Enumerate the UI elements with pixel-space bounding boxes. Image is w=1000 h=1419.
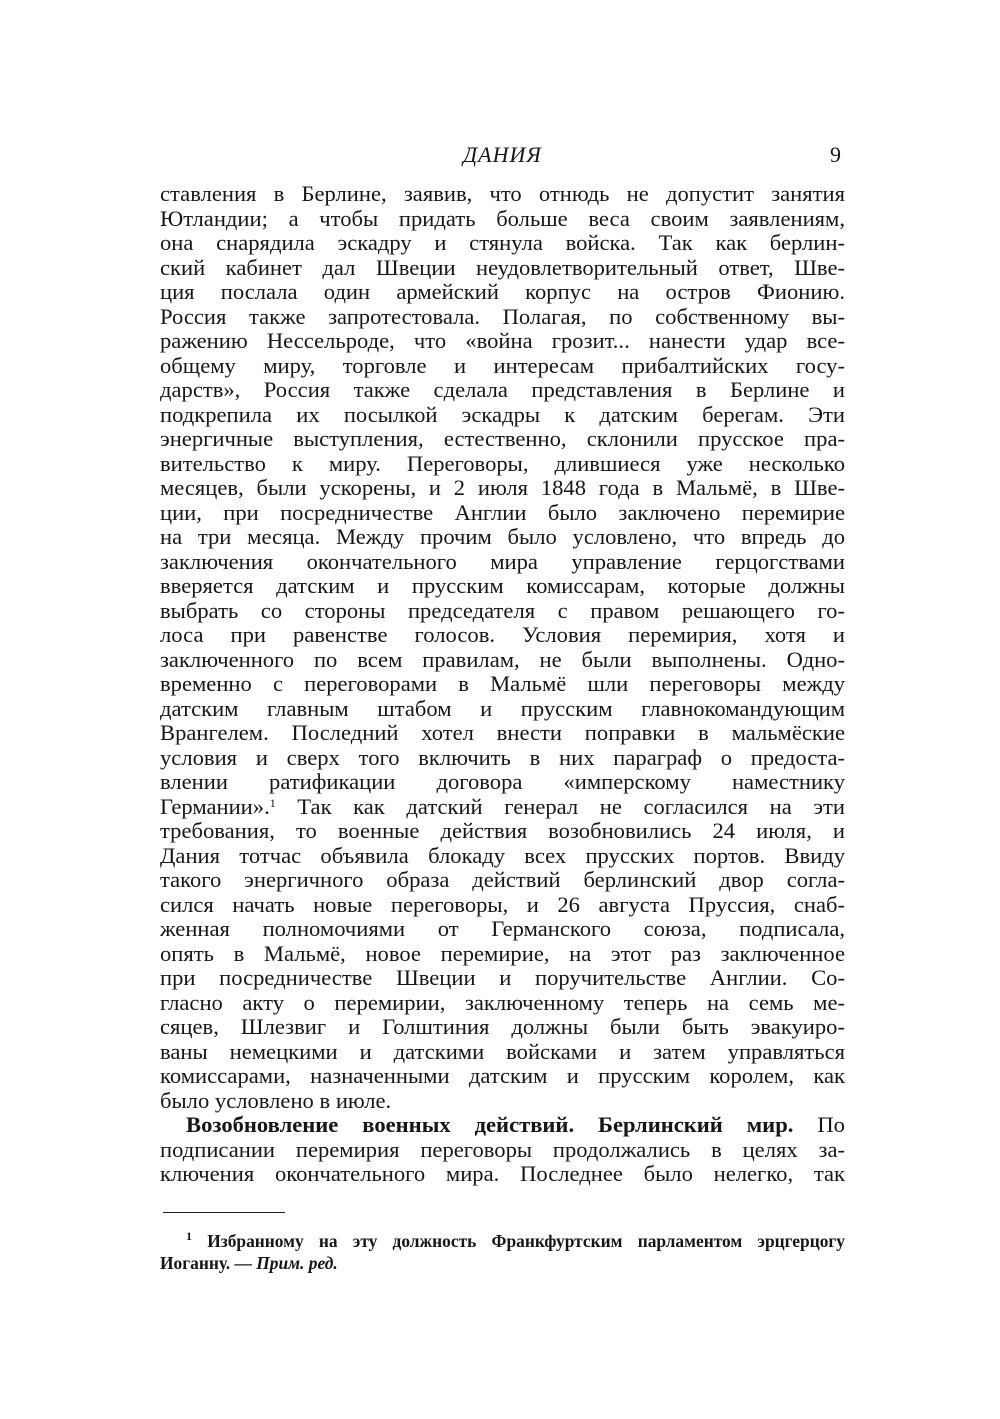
text-line: такого энергичного образа действий берлинский двор согла- [160, 867, 845, 892]
text-line: гласно акту о перемирии, заключенному теперь на семь ме- [160, 989, 845, 1015]
text-line: датским главным штабом и прусским главнокомандующим [160, 695, 845, 721]
line-text: Так как датский генерал не согласился на эти [275, 793, 845, 819]
text-line: женная полномочиями от Германского союза, подписала, [160, 916, 845, 941]
text-line: Россия также запротестовала. Полагая, по собственному вы- [160, 303, 845, 329]
footnote-reference: 1 [269, 795, 276, 810]
footnote [160, 1230, 845, 1274]
text-line: дарств», Россия также сделала представления в Берлине и [160, 377, 845, 402]
editor-note: Прим. ред. [256, 1253, 338, 1273]
running-title: ДАНИЯ [463, 142, 542, 167]
text-line: опять в Мальмё, новое перемирие, на этот раз заключенное [160, 940, 845, 966]
text-line: энергичные выступления, естественно, склонили прусское пра- [160, 426, 845, 451]
text-line: влении ратификации договора «имперскому наместнику [160, 769, 845, 794]
text-line: лоса при равенстве голосов. Условия перемирия, хотя и [160, 622, 845, 647]
footnote-text: Избранному на эту должность Франкфуртским парламентом эрцгерцогу [192, 1231, 845, 1251]
text-line: ражению Нессельроде, что «война грозит... нанести удар все- [160, 328, 845, 353]
body-text [160, 182, 845, 1187]
text-line: сяцев, Шлезвиг и Голштиния должны были быть эвакуиро- [160, 1014, 845, 1039]
text-line: месяцев, были ускорены, и 2 июля 1848 года в Мальмё, в Шве- [160, 475, 845, 500]
text-line: ский кабинет дал Швеции неудовлетворительный ответ, Шве- [160, 254, 845, 280]
page-number: 9 [830, 142, 841, 167]
text-line: вверяется датским и прусским комиссарам, которые должны [160, 573, 845, 598]
text-line: ция послала один армейский корпус на остров Фионию. [160, 279, 845, 304]
text-line: подписании перемирия переговоры продолжались в целях за- [160, 1136, 845, 1162]
footnote-line [160, 1252, 845, 1274]
text-line: ключения окончательного мира. Последнее было нелегко, так [160, 1161, 845, 1186]
text-line: заключенного по всем правилам, не были выполнены. Одно- [160, 646, 845, 672]
text-line: ставления в Берлине, заявив, что отнюдь не допустит занятия [160, 181, 845, 206]
line-text: Германии». [160, 793, 270, 819]
paragraph-last-line: было условлено в июле. [160, 1087, 392, 1113]
text-line: условия и сверх того включить в них параграф о предоста- [160, 744, 845, 770]
footnote-divider [163, 1212, 285, 1213]
text-line: выбрать со стороны председателя с правом решающего го- [160, 597, 845, 623]
text-line: подкрепила их посылкой эскадры к датским берегам. Эти [160, 401, 845, 427]
text-line: вительство к миру. Переговоры, длившиеся уже несколько [160, 450, 845, 476]
text-line: Дания тотчас объявила блокаду всех прусских портов. Ввиду [160, 842, 845, 868]
text-line: Ютландии; а чтобы придать больше веса своим заявлениям, [160, 205, 845, 231]
footnote-text: Иоганну. — [160, 1253, 257, 1273]
text-line: комиссарами, назначенными датским и прусским королем, как [160, 1063, 845, 1088]
text-line: при посредничестве Швеции и поручительстве Англии. Со- [160, 965, 845, 990]
footnote-marker: 1 [186, 1229, 192, 1243]
text-line: заключения окончательного мира управление герцогствами [160, 548, 845, 574]
text-line-with-footnote-ref [160, 795, 845, 820]
text-line: временно с переговорами в Мальмё шли переговоры между [160, 671, 845, 696]
running-head [160, 140, 845, 176]
text-line: на три месяца. Между прочим было условлено, что впредь до [160, 524, 845, 549]
text-line: требования, то военные действия возобновились 24 июля, и [160, 818, 845, 843]
text-line: она снарядила эскадру и стянула войска. Так как берлин- [160, 230, 845, 255]
text-line: ции, при посредничестве Англии было заключено перемирие [160, 499, 845, 525]
line-text: По [793, 1112, 845, 1137]
section-start-line [160, 1113, 845, 1138]
text-line: ваны немецкими и датскими войсками и затем управляться [160, 1038, 845, 1064]
text-line: общему миру, торговле и интересам прибалтийских госу- [160, 352, 845, 378]
text-line: Врангелем. Последний хотел внести поправки в мальмёские [160, 720, 845, 745]
footnote-line [160, 1230, 845, 1252]
text-line: сился начать новые переговоры, и 26 августа Пруссия, снаб- [160, 891, 845, 917]
section-heading: Возобновление военных действий. Берлинский мир. [186, 1112, 794, 1137]
